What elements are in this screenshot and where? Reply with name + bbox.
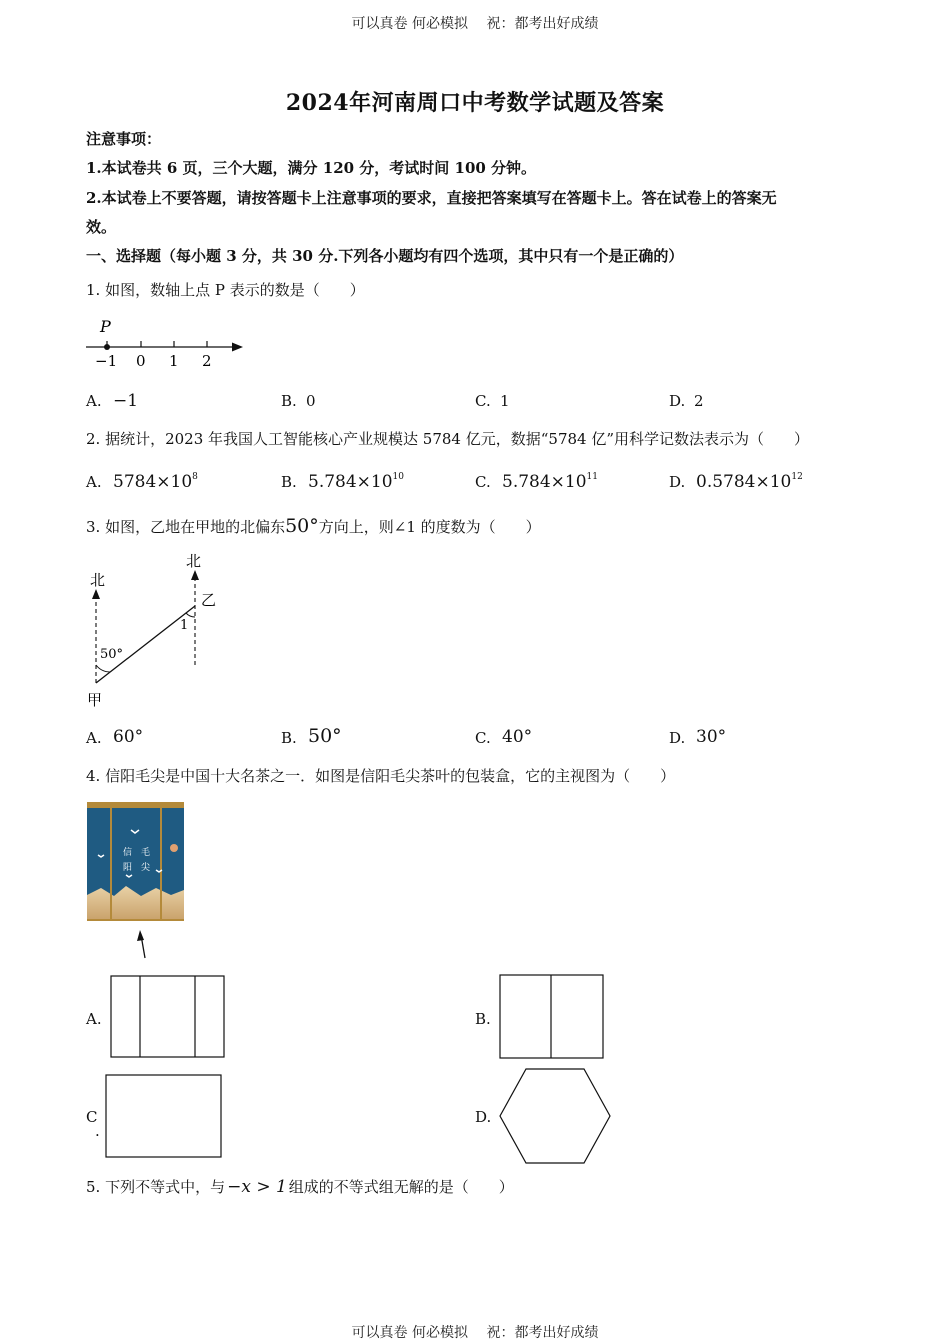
- notice-item-2-cont: 效。: [86, 218, 117, 236]
- q3-option-a-letter[interactable]: A.: [86, 729, 102, 747]
- q2-option-c-letter[interactable]: C.: [475, 473, 491, 491]
- q1-option-b-value: 0: [306, 392, 316, 410]
- tea-box-sun: [170, 844, 178, 852]
- q2-option-b-value: $5.784\times 10^{10}$: [308, 472, 404, 492]
- q2-option-c-value: $5.784\times 10^{11}$: [502, 472, 598, 492]
- tick-label: 2: [202, 352, 212, 370]
- north-arrow-right: [191, 570, 199, 580]
- q2-option-d-value: $0.5784\times 10^{12}$: [696, 472, 803, 492]
- point-jia-label: 甲: [87, 691, 103, 709]
- q4-option-b-figure[interactable]: [499, 974, 605, 1060]
- q1-option-b-letter[interactable]: B.: [281, 392, 297, 410]
- page-header: 可以真卷 何必模拟 祝：都考出好成绩: [351, 16, 599, 32]
- tea-box-text: 信: [123, 848, 133, 858]
- q3-option-d-letter[interactable]: D.: [669, 729, 686, 747]
- angle-50-label: 50°: [100, 647, 124, 662]
- q1-option-a-letter[interactable]: A.: [86, 392, 102, 410]
- tick-label: −1: [95, 352, 118, 370]
- q3-option-d-value: 30°: [696, 727, 727, 747]
- tea-box-rim: [87, 802, 184, 808]
- tea-box-figure: [86, 800, 186, 965]
- q4-option-c-figure[interactable]: [105, 1074, 223, 1159]
- q4-option-d-figure[interactable]: [498, 1067, 612, 1165]
- q4-option-a-letter[interactable]: A.: [86, 1010, 102, 1028]
- angle-arc-50: [96, 665, 110, 672]
- page-footer: 可以真卷 何必模拟 祝：都考出好成绩: [351, 1325, 599, 1341]
- q1-option-a-value: −1: [113, 391, 139, 411]
- q2-option-b-letter[interactable]: B.: [281, 473, 297, 491]
- angle-arc-1: [186, 613, 195, 617]
- q4-option-c-dot: .: [95, 1122, 100, 1140]
- question-2-stem: 2. 据统计，2023 年我国人工智能核心产业规模达 5784 亿元，数据“5784 亿”用科学记数法表示为（ ）: [86, 430, 810, 448]
- q1-option-d-value: 2: [694, 392, 704, 410]
- view-rect: [106, 1075, 221, 1157]
- q1-option-c-letter[interactable]: C.: [475, 392, 491, 410]
- view-rect: [111, 976, 224, 1057]
- view-hexagon: [500, 1069, 610, 1163]
- tea-box-text: 阳: [123, 863, 133, 873]
- q1-option-d-letter[interactable]: D.: [669, 392, 686, 410]
- q2-option-d-letter[interactable]: D.: [669, 473, 686, 491]
- q3-option-a-value: 60°: [113, 727, 144, 747]
- q3-option-c-value: 40°: [502, 727, 533, 747]
- tea-box-text: 毛: [141, 848, 151, 858]
- tea-box-text: 尖: [141, 863, 151, 873]
- tick-label: 1: [169, 352, 179, 370]
- north-label-left: 北: [90, 571, 106, 589]
- question-5-stem: 5. 下列不等式中，与 −x > 1 组成的不等式组无解的是（ ）: [86, 1177, 514, 1197]
- q2-option-a-value: $5784\times 10^8$: [113, 472, 198, 492]
- number-line-figure: [80, 312, 250, 374]
- north-arrow-left: [92, 589, 100, 599]
- number-line-arrow: [232, 343, 243, 352]
- q4-option-c-letter[interactable]: C: [86, 1108, 98, 1126]
- q3-option-b-letter[interactable]: B.: [281, 729, 297, 747]
- angle-1-label: 1: [180, 618, 189, 633]
- tick-label: 0: [136, 352, 146, 370]
- point-p-label: P: [100, 317, 111, 336]
- point-p-marker: [104, 344, 110, 350]
- north-label-right: 北: [186, 552, 202, 570]
- direction-angle-figure: [80, 545, 230, 715]
- notice-heading: 注意事项：: [86, 130, 162, 148]
- notice-item-1: 1.本试卷共 6 页，三个大题，满分 120 分，考试时间 100 分钟。: [86, 159, 537, 177]
- notice-item-2: 2.本试卷上不要答题，请按答题卡上注意事项的要求，直接把答案填写在答题卡上。答在试卷上的答案无: [86, 189, 777, 207]
- section-1-heading: 一、选择题（每小题 3 分，共 30 分.下列各小题均有四个选项，其中只有一个是正确的）: [86, 247, 684, 265]
- q3-option-c-letter[interactable]: C.: [475, 729, 491, 747]
- q4-option-d-letter[interactable]: D.: [475, 1108, 492, 1126]
- q2-option-a-letter[interactable]: A.: [86, 473, 102, 491]
- question-3-stem: 3. 如图，乙地在甲地的北偏东50°方向上，则∠1 的度数为（ ）: [86, 515, 541, 537]
- view-direction-arrow: [137, 930, 144, 941]
- q3-option-b-value: 50°: [308, 725, 342, 747]
- question-1-stem: 1. 如图，数轴上点 P 表示的数是（ ）: [86, 281, 365, 299]
- q1-option-c-value: 1: [500, 392, 510, 410]
- q4-option-b-letter[interactable]: B.: [475, 1010, 491, 1028]
- question-4-stem: 4. 信阳毛尖是中国十大名茶之一．如图是信阳毛尖茶叶的包装盒，它的主视图为（ ）: [86, 767, 676, 785]
- point-yi-label: 乙: [201, 591, 217, 609]
- q4-option-a-figure[interactable]: [110, 975, 226, 1059]
- exam-title: 2024年河南周口中考数学试题及答案: [285, 90, 665, 116]
